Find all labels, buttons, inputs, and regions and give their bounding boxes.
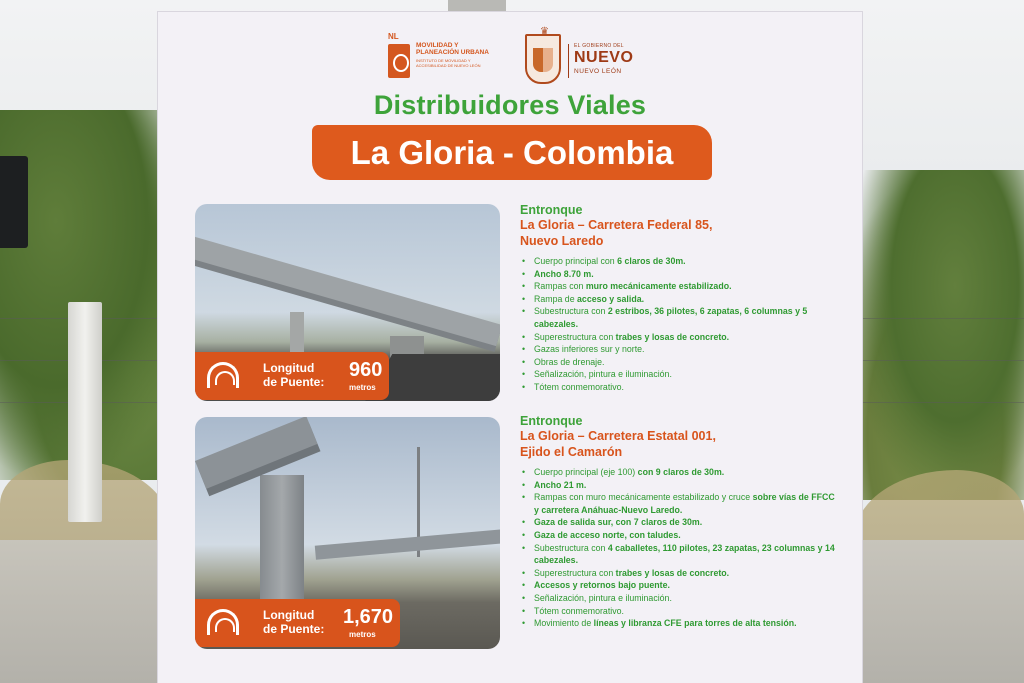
length-label-line-2: de Puente: xyxy=(263,375,325,389)
feature-item xyxy=(520,529,840,542)
feature-text: Tótem conmemorativo. xyxy=(534,605,624,616)
agency-badge: NL xyxy=(388,32,399,41)
feature-text: Subestructura con xyxy=(534,542,608,553)
length-unit: metros xyxy=(349,383,376,392)
subtitle-banner xyxy=(312,125,712,180)
feature-highlight: Accesos y retornos bajo puente. xyxy=(534,580,670,591)
section-title-line-1: La Gloria – Carretera Federal 85, xyxy=(520,218,713,232)
feature-highlight: 2 estribos, 36 pilotes, 6 zapatas, 6 columnas y 5 cabezales. xyxy=(534,306,808,329)
bridge-icon xyxy=(207,362,239,388)
length-unit: metros xyxy=(349,630,376,639)
billboard xyxy=(158,12,862,683)
feature-highlight: Ancho 8.70 m. xyxy=(534,268,594,279)
feature-highlight: trabes y losas de concreto. xyxy=(615,331,730,342)
agency-line-1: MOVILIDAD Y xyxy=(416,42,459,49)
feature-item xyxy=(520,491,840,516)
feature-item xyxy=(520,381,840,394)
bridge-photo-2 xyxy=(195,417,500,649)
board-title: Distribuidores Viales xyxy=(373,90,647,120)
feature-text: Rampas con muro mecánicamente estabilizado y cruce xyxy=(534,492,753,503)
feature-item xyxy=(520,280,840,293)
feature-item xyxy=(520,542,840,567)
feature-text: Tótem conmemorativo. xyxy=(534,381,624,392)
feature-text: Subestructura con xyxy=(534,306,608,317)
feature-item xyxy=(520,479,840,492)
speaker xyxy=(0,156,28,248)
feature-list xyxy=(520,255,840,394)
feature-highlight: con 9 claros de 30m. xyxy=(637,467,725,477)
feature-item xyxy=(520,592,840,605)
feature-highlight: trabes y losas de concreto. xyxy=(615,567,730,578)
length-badge xyxy=(195,352,389,400)
feature-item xyxy=(520,343,840,356)
logos xyxy=(388,26,648,88)
feature-highlight: Gaza de salida sur, con 7 claros de 30m. xyxy=(534,517,703,528)
section-label: Entronque xyxy=(520,414,583,428)
length-label-line-1: Longitud xyxy=(263,361,315,375)
board-subtitle: La Gloria - Colombia xyxy=(350,134,674,171)
feature-text: Movimiento de xyxy=(534,618,594,629)
trees-right xyxy=(855,170,1024,500)
feature-highlight: sobre vías de FFCC y carretera Anáhuac-Nuevo Laredo. xyxy=(534,492,835,515)
agency-subtitle: INSTITUTO DE MOVILIDAD Y ACCESIBILIDAD DE NUEVO LEÓN xyxy=(416,58,481,68)
feature-item xyxy=(520,579,840,592)
feature-text: Señalización, pintura e iluminación. xyxy=(534,369,672,380)
feature-item xyxy=(520,617,840,630)
state-crest-icon xyxy=(525,26,561,84)
agency-line-2: PLANEACIÓN URBANA xyxy=(416,49,489,56)
agency-name xyxy=(416,42,489,56)
fence-post xyxy=(68,302,102,522)
feature-highlight: acceso y salida. xyxy=(577,293,645,304)
feature-text: Señalización, pintura e iluminación. xyxy=(534,592,672,603)
agency-logo-icon xyxy=(388,44,410,78)
section-title xyxy=(520,428,840,460)
gov-big-text: NUEVO xyxy=(574,49,634,66)
length-value: 960 xyxy=(349,359,383,381)
length-label-line-1: Longitud xyxy=(263,608,315,622)
feature-item xyxy=(520,293,840,306)
length-label xyxy=(263,361,363,389)
feature-text: Superestructura con xyxy=(534,331,616,342)
feature-text: Rampa de xyxy=(534,293,578,304)
feature-item xyxy=(520,516,840,529)
feature-item xyxy=(520,605,840,618)
feature-item xyxy=(520,466,840,479)
crest-crown-icon: ♛ xyxy=(540,26,549,37)
feature-highlight: muro mecánicamente estabilizado. xyxy=(585,281,732,292)
length-badge xyxy=(195,599,400,647)
feature-highlight: 4 caballetes, 110 pilotes, 23 zapatas, 23 columnas y 14 cabezales. xyxy=(534,542,835,566)
bridge-column xyxy=(260,475,304,605)
feature-highlight: 6 claros de 30m. xyxy=(617,256,686,266)
feature-highlight: Ancho 21 m. xyxy=(534,479,587,490)
length-label-line-2: de Puente: xyxy=(263,622,325,636)
section-title-line-2: Ejido el Camarón xyxy=(520,445,623,459)
feature-item xyxy=(520,567,840,580)
feature-item xyxy=(520,331,840,344)
feature-highlight: Gaza de acceso norte, con taludes. xyxy=(534,529,681,540)
section-title-line-2: Nuevo Laredo xyxy=(520,234,604,248)
logo-divider xyxy=(568,44,569,78)
gov-state-text: NUEVO LEÓN xyxy=(574,68,622,75)
feature-item xyxy=(520,268,840,281)
feature-text: Superestructura con xyxy=(534,567,616,578)
junction-section-1 xyxy=(520,203,840,394)
feature-text: Cuerpo principal con xyxy=(534,256,618,266)
bridge-icon xyxy=(207,609,239,635)
feature-highlight: líneas y libranza CFE para torres de alta tensión. xyxy=(593,618,797,629)
feature-text: Cuerpo principal (eje 100) xyxy=(534,467,638,477)
bridge-photo-1 xyxy=(195,204,500,401)
feature-text: Rampas con xyxy=(534,281,586,292)
feature-item xyxy=(520,305,840,330)
section-title xyxy=(520,217,840,249)
feature-item xyxy=(520,368,840,381)
feature-text: Obras de drenaje. xyxy=(534,356,605,367)
section-label: Entronque xyxy=(520,203,583,217)
junction-section-2 xyxy=(520,414,840,630)
support-pole xyxy=(448,0,506,12)
gov-small-text: EL GOBIERNO DEL xyxy=(574,43,624,49)
feature-list xyxy=(520,466,840,630)
section-title-line-1: La Gloria – Carretera Estatal 001, xyxy=(520,429,716,443)
feature-item xyxy=(520,356,840,369)
feature-item xyxy=(520,255,840,268)
feature-text: Gazas inferiores sur y norte. xyxy=(534,344,645,355)
length-value: 1,670 xyxy=(343,606,394,628)
